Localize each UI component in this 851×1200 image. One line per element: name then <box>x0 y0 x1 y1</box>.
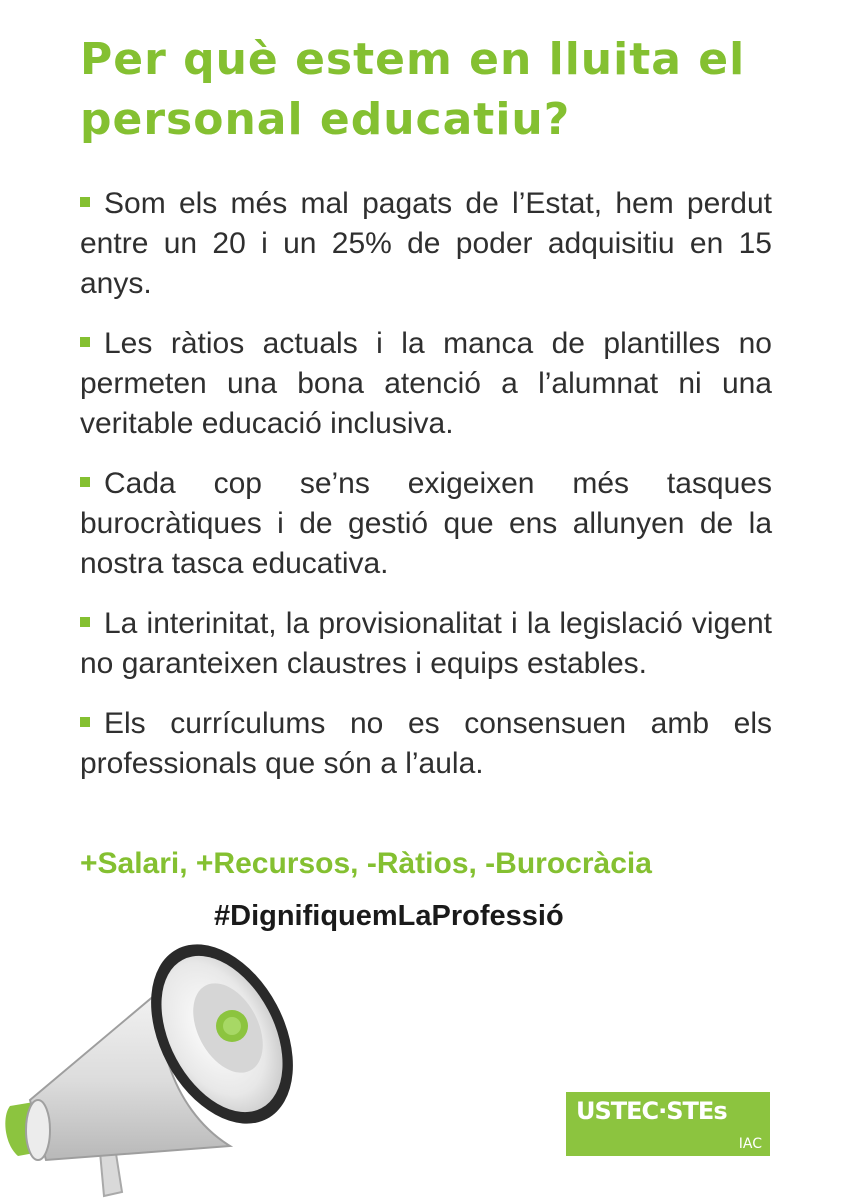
ustec-stes-logo <box>566 1092 770 1156</box>
square-bullet-icon <box>80 617 90 627</box>
list-item <box>80 324 772 444</box>
argument-list <box>80 184 772 804</box>
list-item <box>80 184 772 304</box>
page-title: Per què estem en lluita el personal educatiu? <box>80 34 746 145</box>
list-item-text: Els currículums no es consensuen amb els professionals que són a l’aula. <box>80 707 772 780</box>
list-item <box>80 464 772 584</box>
megaphone-icon <box>0 930 300 1200</box>
list-item-text: La interinitat, la provisionalitat i la legislació vigent no garanteixen claustres i equips estables. <box>80 607 772 680</box>
square-bullet-icon <box>80 717 90 727</box>
list-item-text: Les ràtios actuals i la manca de plantilles no permeten una bona atenció a l’alumnat ni una veritable educació inclusiva. <box>80 327 772 440</box>
logo-main-text: USTEC·STEs <box>576 1097 727 1125</box>
list-item-text: Som els més mal pagats de l’Estat, hem perdut entre un 20 i un 25% de poder adquisitiu en 15 anys. <box>80 187 772 300</box>
list-item-text: Cada cop se’ns exigeixen més tasques burocràtiques i de gestió que ens allunyen de la nostra tasca educativa. <box>80 467 772 580</box>
square-bullet-icon <box>80 337 90 347</box>
logo-sub-text: IAC <box>738 1136 762 1152</box>
square-bullet-icon <box>80 197 90 207</box>
list-item <box>80 704 772 784</box>
list-item <box>80 604 772 684</box>
hashtag: #DignifiquemLaProfessió <box>214 900 564 932</box>
square-bullet-icon <box>80 477 90 487</box>
slogan: +Salari, +Recursos, -Ràtios, -Burocràcia <box>80 847 652 880</box>
